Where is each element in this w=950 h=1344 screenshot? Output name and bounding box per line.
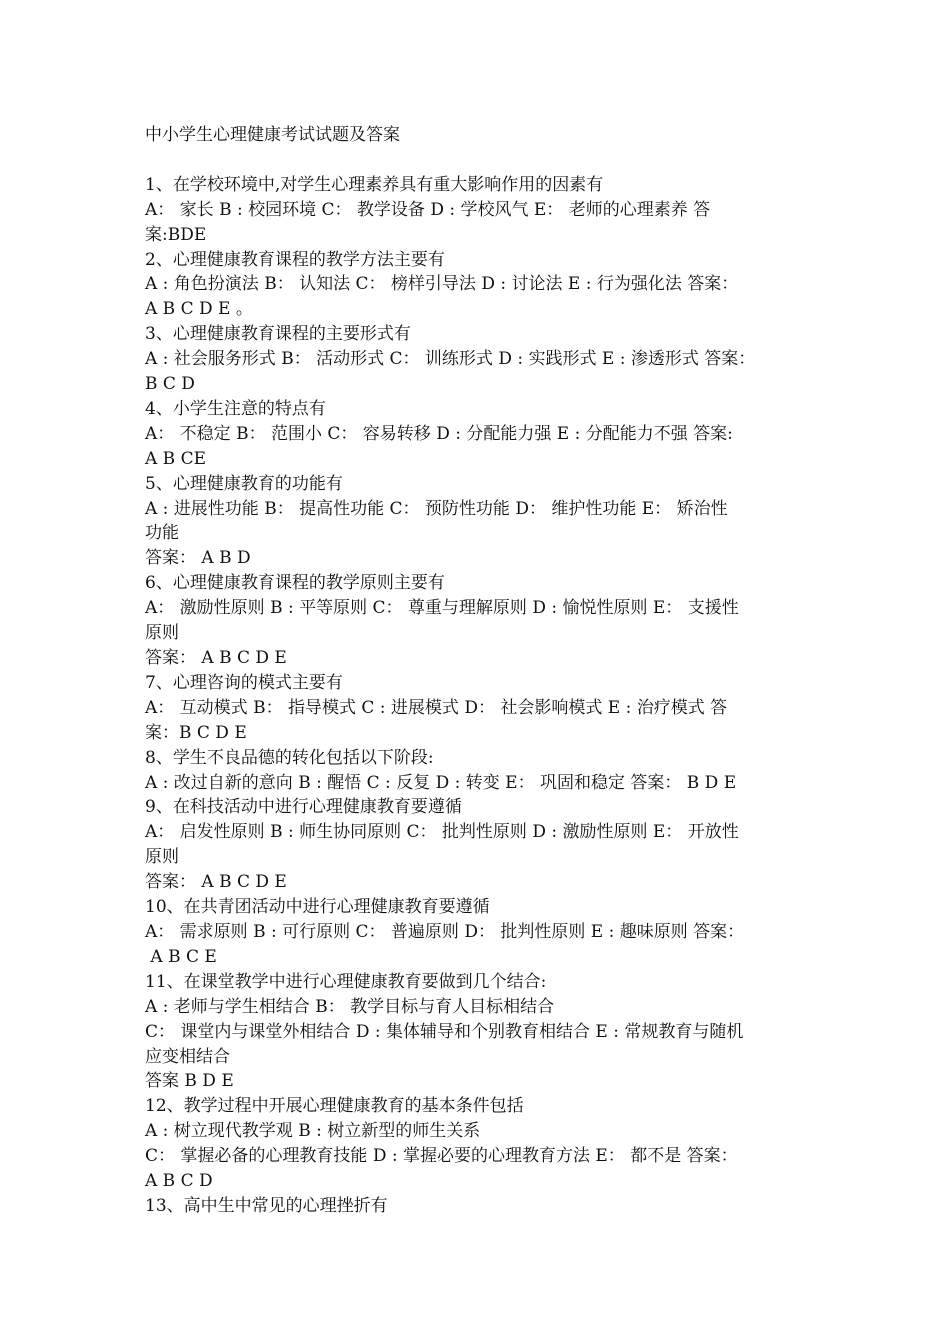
text-line: 案:BDE — [145, 224, 207, 245]
text-line: C： 掌握必备的心理教育技能 D : 掌握必要的心理教育方法 E： 都不是 答案： — [145, 1146, 738, 1167]
text-line: A： 互动模式 B： 指导模式 C : 进展模式 D： 社会影响模式 E : 治疗模式 答 — [145, 697, 728, 718]
text-line: 功能 — [145, 523, 179, 544]
text-line: 答案 B D E — [145, 1071, 234, 1092]
text-line: 9、在科技活动中进行心理健康教育要遵循 — [145, 797, 462, 818]
text-line: 4、小学生注意的特点有 — [145, 398, 326, 419]
document-page — [145, 123, 810, 1219]
text-line: A : 树立现代教学观 B : 树立新型的师生关系 — [145, 1121, 481, 1142]
text-line: A : 改过自新的意向 B : 醒悟 C : 反复 D : 转变 E： 巩固和稳定 答案： B D E — [145, 772, 737, 793]
text-line: A B C D E 。 — [145, 299, 253, 320]
text-line: 答案： A B C D E — [145, 872, 287, 893]
document-title: 中小学生心理健康考试试题及答案 — [145, 125, 400, 145]
text-line: 应变相结合 — [145, 1046, 230, 1067]
text-line: A : 进展性功能 B： 提高性功能 C： 预防性功能 D： 维护性功能 E： 矫治性 — [145, 498, 728, 519]
text-line: 答案： A B D — [145, 548, 251, 569]
text-line: 8、学生不良品德的转化包括以下阶段: — [145, 747, 434, 768]
text-line: A : 社会服务形式 B： 活动形式 C： 训练形式 D : 实践形式 E : 渗透形式 答案： — [145, 349, 756, 370]
text-line: A： 不稳定 B： 范围小 C： 容易转移 D : 分配能力强 E : 分配能力不强 答案: — [145, 423, 733, 444]
text-line: A : 老师与学生相结合 B： 教学目标与育人目标相结合 — [145, 996, 555, 1017]
text-line: 11、在课堂教学中进行心理健康教育要做到几个结合: — [145, 971, 547, 992]
text-line: 7、心理咨询的模式主要有 — [145, 672, 343, 693]
text-line: 原则 — [145, 623, 179, 644]
text-line: A： 家长 B : 校园环境 C： 教学设备 D : 学校风气 E： 老师的心理素养 答 — [145, 199, 711, 220]
text-line: 1、在学校环境中,对学生心理素养具有重大影响作用的因素有 — [145, 174, 604, 195]
text-line: 原则 — [145, 847, 179, 868]
text-line: 10、在共青团活动中进行心理健康教育要遵循 — [145, 897, 490, 918]
text-line: 案：B C D E — [145, 722, 247, 743]
text-line: A： 激励性原则 B : 平等原则 C： 尊重与理解原则 D : 愉悦性原则 E： 支援性 — [145, 598, 739, 619]
text-line: 5、心理健康教育的功能有 — [145, 473, 343, 494]
text-line: C： 课堂内与课堂外相结合 D : 集体辅导和个别教育相结合 E : 常规教育与随机 — [145, 1021, 744, 1042]
text-line: B C D — [145, 374, 195, 395]
text-line: A： 启发性原则 B : 师生协同原则 C： 批判性原则 D : 激励性原则 E： 开放性 — [145, 822, 739, 843]
text-line: 12、教学过程中开展心理健康教育的基本条件包括 — [145, 1096, 524, 1117]
text-line: 6、心理健康教育课程的教学原则主要有 — [145, 573, 445, 594]
text-line: A B CE — [145, 448, 206, 469]
text-line: A： 需求原则 B : 可行原则 C： 普遍原则 D： 批判性原则 E : 趣味原则 答案： — [145, 921, 745, 942]
text-line: A B C E — [145, 946, 217, 967]
document-body — [145, 173, 810, 1219]
text-line: 答案： A B C D E — [145, 648, 287, 669]
text-line: 2、心理健康教育课程的教学方法主要有 — [145, 249, 445, 270]
text-line: 3、心理健康教育课程的主要形式有 — [145, 324, 411, 345]
text-line: A B C D — [145, 1171, 213, 1192]
text-line: A : 角色扮演法 B： 认知法 C： 榜样引导法 D : 讨论法 E : 行为强化法 答案： — [145, 274, 739, 295]
text-line: 13、高中生中常见的心理挫折有 — [145, 1195, 388, 1216]
